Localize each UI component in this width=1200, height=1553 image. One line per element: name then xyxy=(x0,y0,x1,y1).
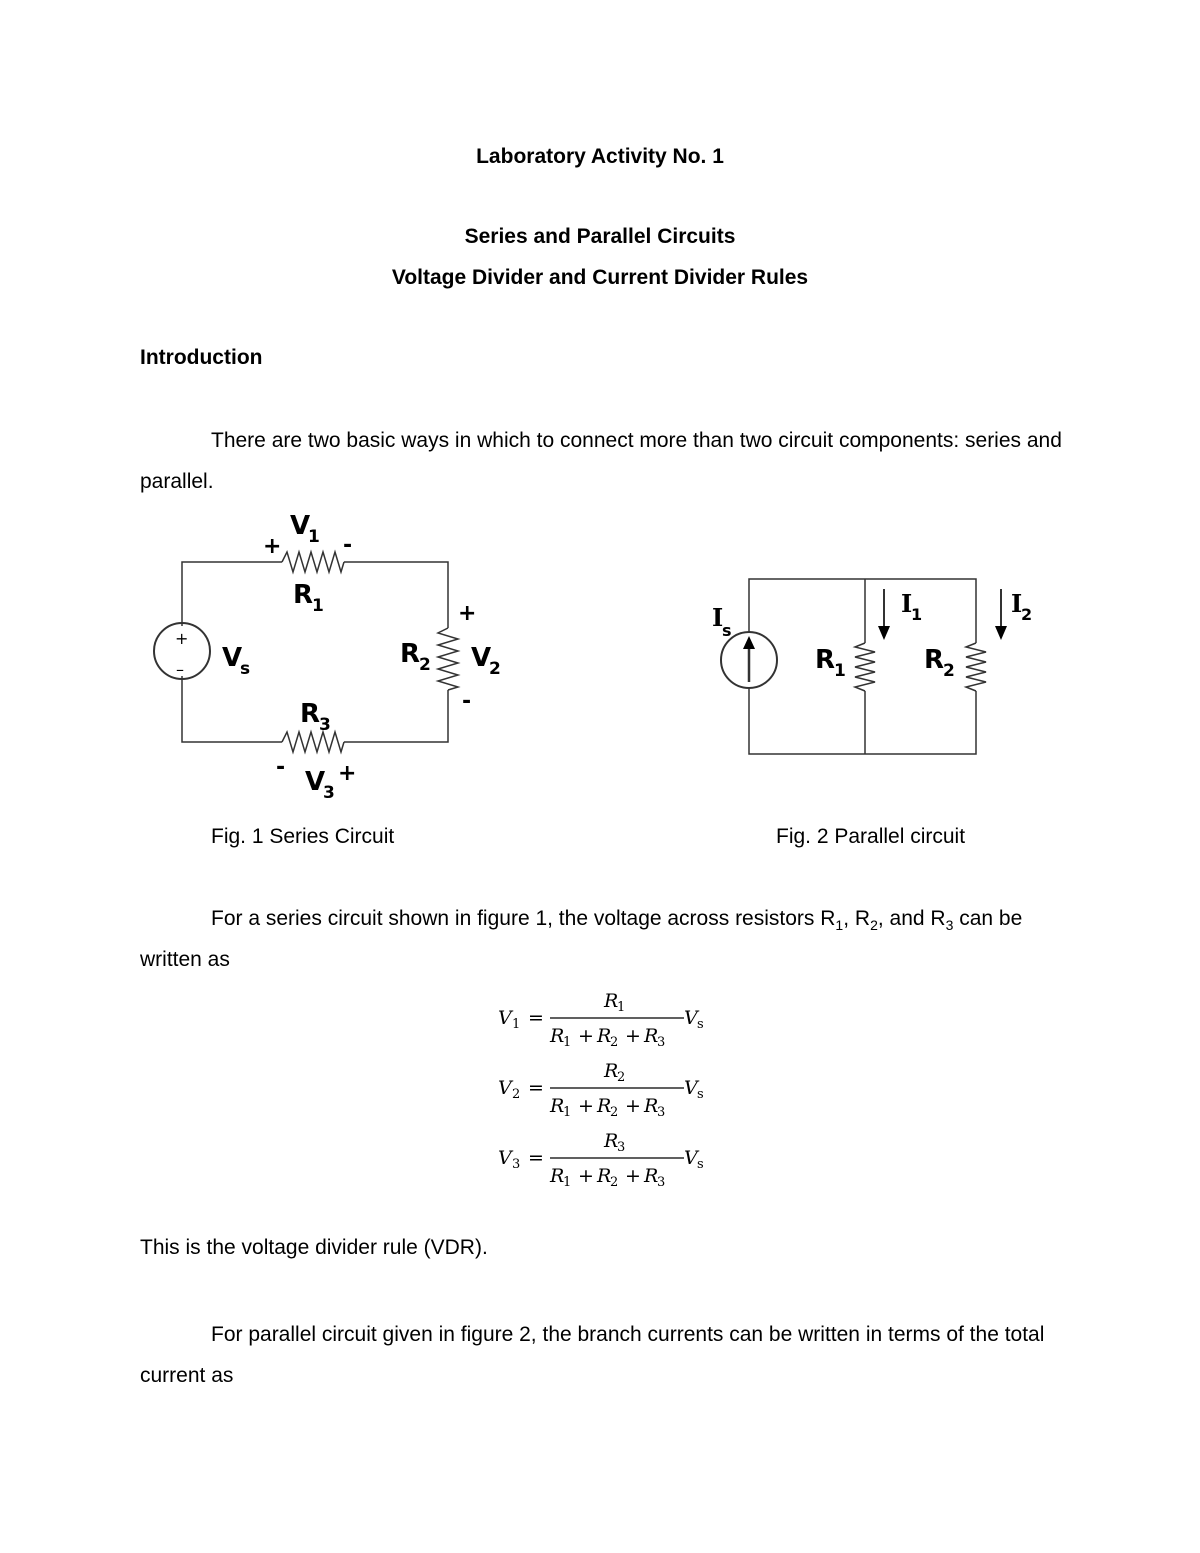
equation-denominator-term: R xyxy=(550,1165,565,1187)
series-paragraph: For a series circuit shown in figure 1, the voltage across resistors $R_1$, $R_2$, and $R_3$ can be written as xyxy=(140,907,1023,971)
subtitle-rules: Voltage Divider and Current Divider Rules xyxy=(391,266,809,289)
equation-denominator-operator: + xyxy=(625,1165,641,1187)
equation-denominator-operator: + xyxy=(578,1025,594,1047)
v1-plus-sign: + xyxy=(263,534,282,559)
label-is: I xyxy=(712,603,724,632)
equation-denominator-operator: + xyxy=(625,1095,641,1117)
equation-rhs: V xyxy=(684,1077,698,1099)
equation-lhs-subscript: 2 xyxy=(512,1087,521,1102)
equation-denominator-operator: + xyxy=(625,1025,641,1047)
equation-rhs-subscript: s xyxy=(697,1087,704,1102)
equation-denominator-term: R xyxy=(597,1095,612,1117)
label-r2: R xyxy=(400,639,421,669)
equation-denominator-term: R xyxy=(597,1025,612,1047)
fig2-caption: Fig. 2 Parallel circuit xyxy=(776,825,966,848)
equation-rhs: V xyxy=(684,1007,698,1029)
equation-denominator-subscript: 2 xyxy=(610,1175,619,1190)
svg-text:1: 1 xyxy=(308,527,320,547)
parallel-paragraph: For parallel circuit given in figure 2, the branch currents can be written in terms of the total current as xyxy=(140,1323,1045,1387)
svg-text:2: 2 xyxy=(419,655,431,675)
svg-text:–: – xyxy=(176,660,184,679)
equation-numerator-subscript: 1 xyxy=(617,1000,626,1015)
equation-lhs: V xyxy=(498,1007,512,1029)
label-v3: V xyxy=(305,767,326,797)
svg-text:3: 3 xyxy=(319,715,331,735)
subtitle-circuits: Series and Parallel Circuits xyxy=(464,225,736,248)
equation-denominator-operator: + xyxy=(578,1095,594,1117)
equation-numerator-subscript: 2 xyxy=(617,1070,626,1085)
label-i1: I xyxy=(901,589,913,618)
equation-denominator-subscript: 1 xyxy=(563,1035,572,1050)
svg-text:3: 3 xyxy=(323,783,335,803)
equation-numerator: R xyxy=(604,1130,619,1152)
equation-numerator-subscript: 3 xyxy=(617,1140,626,1155)
label-vs: V xyxy=(222,643,243,673)
svg-text:2: 2 xyxy=(943,661,955,681)
v3-plus-sign: + xyxy=(338,761,357,786)
equation-denominator-subscript: 2 xyxy=(610,1035,619,1050)
equation-denominator-term: R xyxy=(644,1095,659,1117)
equation-denominator-term: R xyxy=(644,1165,659,1187)
equation-rhs-subscript: s xyxy=(697,1017,704,1032)
svg-text:s: s xyxy=(722,621,732,640)
svg-text:s: s xyxy=(240,659,251,679)
section-heading-introduction: Introduction xyxy=(140,346,263,369)
parallel-circuit-diagram xyxy=(700,560,1060,770)
equation-rhs-subscript: s xyxy=(697,1157,704,1172)
equation-denominator-subscript: 3 xyxy=(657,1105,666,1120)
label-v1: V xyxy=(290,511,311,541)
equation-denominator-subscript: 3 xyxy=(657,1175,666,1190)
equation-denominator-subscript: 1 xyxy=(563,1175,572,1190)
vs-plus-sign: + xyxy=(175,629,189,648)
v3-minus-sign: - xyxy=(276,755,286,780)
v2-minus-sign: - xyxy=(462,689,472,714)
fig1-caption: Fig. 1 Series Circuit xyxy=(211,825,395,848)
equation-equals: = xyxy=(528,1077,544,1099)
series-circuit-diagram xyxy=(140,500,520,810)
equation-denominator-subscript: 1 xyxy=(563,1105,572,1120)
equation-numerator: R xyxy=(604,1060,619,1082)
equation-denominator-term: R xyxy=(550,1025,565,1047)
vdr-statement: This is the voltage divider rule (VDR). xyxy=(140,1236,488,1259)
equation-denominator-term: R xyxy=(597,1165,612,1187)
equation-rhs: V xyxy=(684,1147,698,1169)
svg-text:2: 2 xyxy=(489,659,501,679)
equation-denominator-subscript: 3 xyxy=(657,1035,666,1050)
equation-lhs: V xyxy=(498,1147,512,1169)
label-i2: I xyxy=(1011,589,1023,618)
equation-lhs: V xyxy=(498,1077,512,1099)
label-v2: V xyxy=(471,643,492,673)
vdr-equations xyxy=(480,978,740,1198)
intro-paragraph: There are two basic ways in which to connect more than two circuit components: series and parallel. xyxy=(140,429,1062,493)
svg-text:1: 1 xyxy=(911,605,923,624)
svg-text:2: 2 xyxy=(1021,605,1033,624)
v1-minus-sign: - xyxy=(343,533,353,558)
label-r3: R xyxy=(300,699,321,729)
page-title: Laboratory Activity No. 1 xyxy=(476,145,724,168)
svg-text:1: 1 xyxy=(312,596,324,616)
equation-equals: = xyxy=(528,1147,544,1169)
equation-equals: = xyxy=(528,1007,544,1029)
v2-plus-sign: + xyxy=(458,601,477,626)
equation-denominator-term: R xyxy=(644,1025,659,1047)
equation-denominator-term: R xyxy=(550,1095,565,1117)
label-r1: R xyxy=(815,645,836,675)
label-r2: R xyxy=(924,645,945,675)
equation-denominator-subscript: 2 xyxy=(610,1105,619,1120)
equation-lhs-subscript: 3 xyxy=(512,1157,521,1172)
equation-denominator-operator: + xyxy=(578,1165,594,1187)
svg-text:1: 1 xyxy=(834,661,846,681)
equation-lhs-subscript: 1 xyxy=(512,1017,521,1032)
label-r1: R xyxy=(293,580,314,610)
equation-numerator: R xyxy=(604,990,619,1012)
